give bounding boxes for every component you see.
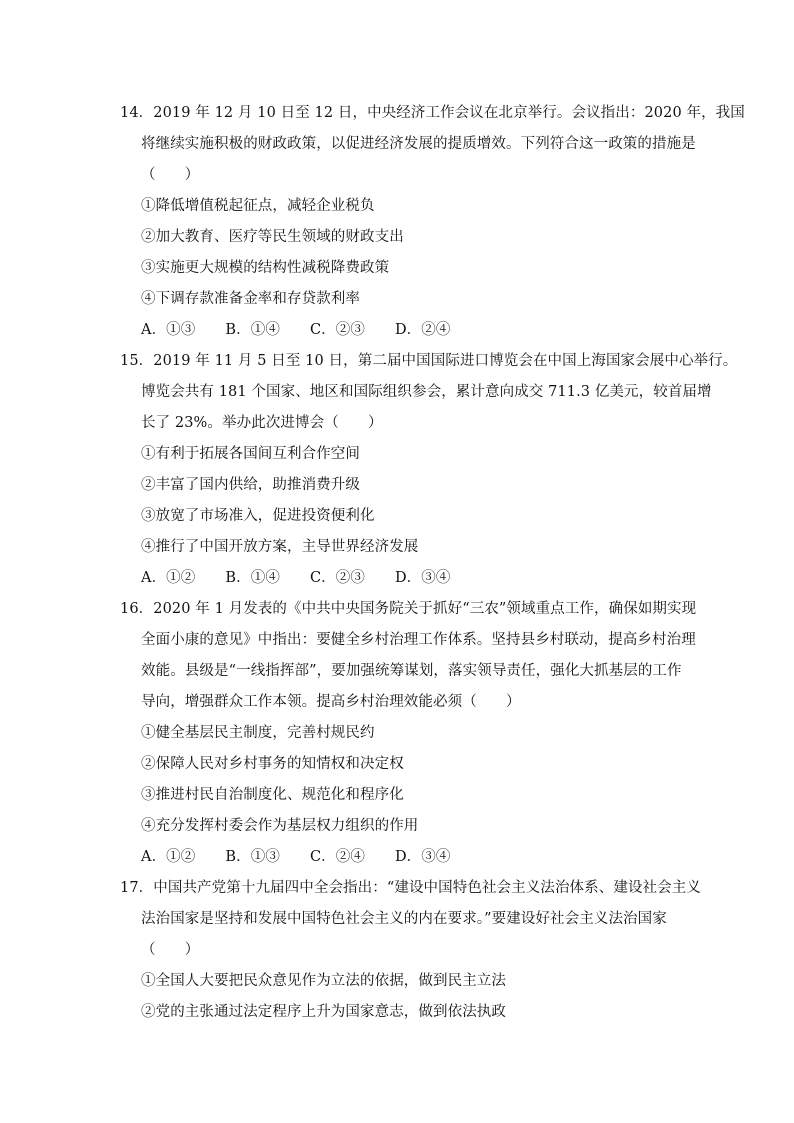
question-17: [118, 873, 701, 1028]
question-16: [118, 594, 697, 873]
statement-option: ①有利于拓展各国间互利合作空间: [141, 446, 360, 462]
statement-option: ④下调存款准备金率和存贷款利率: [141, 291, 360, 307]
statement-option: ③推进村民自治制度化、规范化和程序化: [141, 787, 404, 803]
question-stem-line: 将继续实施积极的财政政策，以促进经济发展的提质增效。下列符合这一政策的措施是: [141, 136, 696, 152]
answer-choice-d[interactable]: D．③④: [394, 570, 451, 586]
statement-option: ②党的主张通过法定程序上升为国家意志，做到依法执政: [141, 1004, 506, 1020]
question-stem-line: 17．中国共产党第十九届四中全会指出：“建设中国特色社会主义法治体系、建设社会主义: [120, 880, 701, 896]
answer-choice-b[interactable]: B．①④: [225, 322, 280, 338]
statement-option: ②丰富了国内供给，助推消费升级: [141, 477, 360, 493]
answer-choices: [118, 563, 684, 594]
statement-option: ②加大教育、医疗等民生领域的财政支出: [141, 229, 404, 245]
question-stem-line: 14．2019 年 12 月 10 日至 12 日，中央经济工作会议在北京举行。会议指出：2020 年，我国: [120, 105, 745, 121]
answer-choice-c[interactable]: C．②③: [309, 570, 365, 586]
answer-choice-c[interactable]: C．②③: [309, 322, 365, 338]
answer-choice-a[interactable]: A．①②: [141, 849, 196, 865]
answer-choice-b[interactable]: B．①③: [225, 849, 280, 865]
answer-choices: [118, 842, 684, 873]
statement-option: ③实施更大规模的结构性减税降费政策: [141, 260, 390, 276]
question-stem-line: 全面小康的意见》中指出：要健全乡村治理工作体系。坚持县乡村联动，提高乡村治理: [141, 632, 696, 648]
answer-choices: [118, 315, 684, 346]
question-list: [118, 98, 745, 1028]
statement-option: ③放宽了市场准入，促进投资便利化: [141, 508, 375, 524]
statement-option: ②保障人民对乡村事务的知情权和决定权: [141, 756, 404, 772]
statement-option: ①健全基层民主制度，完善村规民约: [141, 725, 375, 741]
question-stem-line: 导向，增强群众工作本领。提高乡村治理效能必须（ ）: [141, 694, 521, 710]
answer-choice-a[interactable]: A．①②: [141, 570, 196, 586]
question-stem-line: 16．2020 年 1 月发表的《中共中央国务院关于抓好“三农”领域重点工作，确保如期实现: [120, 601, 697, 617]
answer-choice-d[interactable]: D．③④: [394, 849, 451, 865]
answer-choice-a[interactable]: A．①③: [141, 322, 196, 338]
answer-choice-b[interactable]: B．①④: [225, 570, 280, 586]
question-stem-line: 博览会共有 181 个国家、地区和国际组织参会，累计意向成交 711.3 亿美元，较首届增: [141, 384, 712, 400]
question-stem-line: 法治国家是坚持和发展中国特色社会主义的内在要求。”要建设好社会主义法治国家: [141, 911, 667, 927]
statement-option: ④充分发挥村委会作为基层权力组织的作用: [141, 818, 419, 834]
question-14: [118, 98, 745, 346]
question-stem-line: （ ）: [141, 942, 200, 958]
question-stem-line: 效能。县级是“一线指挥部”，要加强统筹谋划，落实领导责任，强化大抓基层的工作: [141, 663, 682, 679]
question-15: [118, 346, 738, 594]
question-stem-line: 长了 23%。举办此次进博会（ ）: [141, 415, 383, 431]
question-stem-line: 15．2019 年 11 月 5 日至 10 日，第二届中国国际进口博览会在中国上海国家会展中心举行。: [120, 353, 738, 369]
question-stem-line: （ ）: [141, 167, 200, 183]
statement-option: ④推行了中国开放方案，主导世界经济发展: [141, 539, 419, 555]
statement-option: ①降低增值税起征点，减轻企业税负: [141, 198, 375, 214]
answer-choice-d[interactable]: D．②④: [394, 322, 451, 338]
answer-choice-c[interactable]: C．②④: [309, 849, 365, 865]
statement-option: ①全国人大要把民众意见作为立法的依据，做到民主立法: [141, 973, 506, 989]
